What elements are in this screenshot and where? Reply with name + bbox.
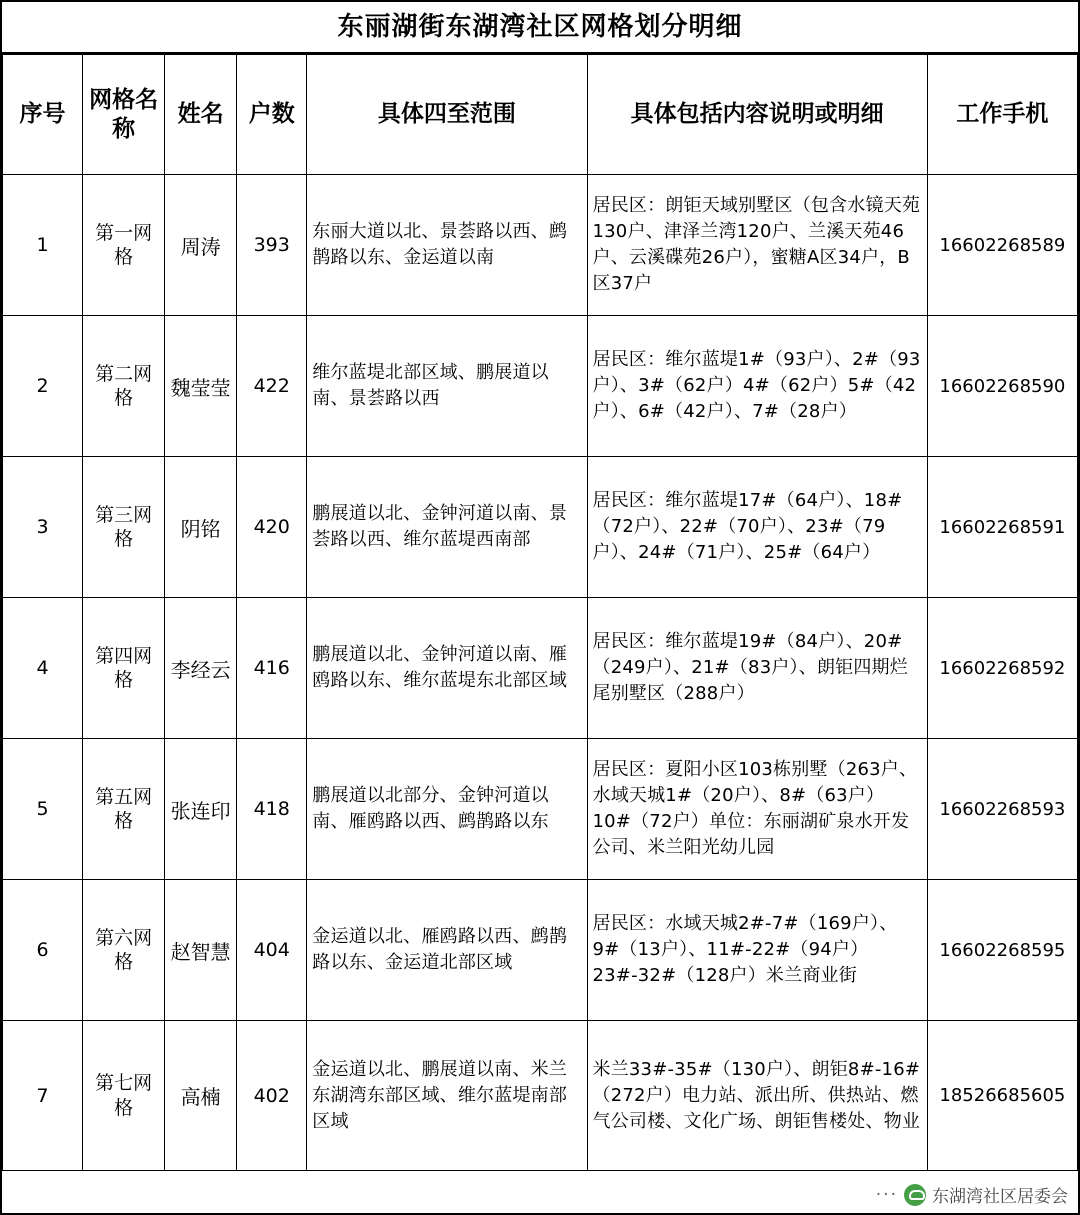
cell-households: 404 — [237, 880, 307, 1021]
cell-households: 420 — [237, 457, 307, 598]
column-header-detail: 具体包括内容说明或明细 — [587, 55, 927, 175]
cell-detail: 米兰33#-35#（130户）、朗钜8#-16#（272户）电力站、派出所、供热站、燃气公司楼、文化广场、朗钜售楼处、物业 — [587, 1021, 927, 1171]
cell-detail: 居民区：维尔蓝堤1#（93户）、2#（93户）、3#（62户）4#（62户）5#（42户）、6#（42户）、7#（28户） — [587, 316, 927, 457]
table-row — [3, 739, 1078, 880]
cell-person: 张连印 — [165, 739, 237, 880]
table-row — [3, 598, 1078, 739]
cell-phone: 16602268589 — [927, 175, 1077, 316]
cell-households: 418 — [237, 739, 307, 880]
cell-range: 维尔蓝堤北部区域、鹏展道以南、景荟路以西 — [307, 316, 587, 457]
grid-division-table — [2, 54, 1078, 1171]
cell-phone: 16602268592 — [927, 598, 1077, 739]
page-title: 东丽湖街东湖湾社区网格划分明细 — [2, 2, 1078, 54]
cell-households: 422 — [237, 316, 307, 457]
cell-phone: 18526685605 — [927, 1021, 1077, 1171]
cell-person: 阴铭 — [165, 457, 237, 598]
cell-phone: 16602268595 — [927, 880, 1077, 1021]
cell-range: 鹏展道以北、金钟河道以南、雁鸥路以东、维尔蓝堤东北部区域 — [307, 598, 587, 739]
cell-detail: 居民区：水域天城2#-7#（169户）、9#（13户）、11#-22#（94户）23#-32#（128户）米兰商业街 — [587, 880, 927, 1021]
cell-detail: 居民区：朗钜天域别墅区（包含水镜天苑130户、津泽兰湾120户、兰溪天苑46户、云溪碟苑26户），蜜糖A区34户，B区37户 — [587, 175, 927, 316]
column-header-phone: 工作手机 — [927, 55, 1077, 175]
cell-index: 4 — [3, 598, 83, 739]
cell-detail: 居民区：维尔蓝堤19#（84户）、20#（249户）、21#（83户）、朗钜四期烂尾别墅区（288户） — [587, 598, 927, 739]
cell-households: 416 — [237, 598, 307, 739]
column-header-index: 序号 — [3, 55, 83, 175]
cell-grid-name: 第五网格 — [83, 739, 165, 880]
cell-index: 1 — [3, 175, 83, 316]
column-header-person: 姓名 — [165, 55, 237, 175]
cell-index: 3 — [3, 457, 83, 598]
table-row — [3, 1021, 1078, 1171]
table-row — [3, 457, 1078, 598]
cell-detail: 居民区：夏阳小区103栋别墅（263户、水域天城1#（20户）、8#（63户）10#（72户）单位：东丽湖矿泉水开发公司、米兰阳光幼儿园 — [587, 739, 927, 880]
cell-grid-name: 第七网格 — [83, 1021, 165, 1171]
cell-index: 2 — [3, 316, 83, 457]
cell-index: 7 — [3, 1021, 83, 1171]
cell-person: 赵智慧 — [165, 880, 237, 1021]
cell-grid-name: 第四网格 — [83, 598, 165, 739]
cell-phone: 16602268591 — [927, 457, 1077, 598]
column-header-households: 户数 — [237, 55, 307, 175]
cell-index: 6 — [3, 880, 83, 1021]
cell-grid-name: 第二网格 — [83, 316, 165, 457]
cell-households: 402 — [237, 1021, 307, 1171]
cell-detail: 居民区：维尔蓝堤17#（64户）、18#（72户）、22#（70户）、23#（79户）、24#（71户）、25#（64户） — [587, 457, 927, 598]
cell-phone: 16602268590 — [927, 316, 1077, 457]
table-row — [3, 316, 1078, 457]
cell-person: 李经云 — [165, 598, 237, 739]
cell-phone: 16602268593 — [927, 739, 1077, 880]
cell-grid-name: 第三网格 — [83, 457, 165, 598]
watermark-label: 东湖湾社区居委会 — [932, 1187, 1068, 1207]
column-header-range: 具体四至范围 — [307, 55, 587, 175]
cell-person: 周涛 — [165, 175, 237, 316]
community-logo-icon — [904, 1184, 926, 1206]
cell-grid-name: 第六网格 — [83, 880, 165, 1021]
cell-range: 东丽大道以北、景荟路以西、鹧鹊路以东、金运道以南 — [307, 175, 587, 316]
cell-person: 高楠 — [165, 1021, 237, 1171]
cell-range: 金运道以北、鹏展道以南、米兰东湖湾东部区域、维尔蓝堤南部区域 — [307, 1021, 587, 1171]
table-row — [3, 880, 1078, 1021]
cell-range: 鹏展道以北部分、金钟河道以南、雁鸥路以西、鹧鹊路以东 — [307, 739, 587, 880]
cell-households: 393 — [237, 175, 307, 316]
cell-range: 鹏展道以北、金钟河道以南、景荟路以西、维尔蓝堤西南部 — [307, 457, 587, 598]
table-row — [3, 175, 1078, 316]
cell-index: 5 — [3, 739, 83, 880]
cell-person: 魏莹莹 — [165, 316, 237, 457]
table-header-row — [3, 55, 1078, 175]
column-header-grid-name: 网格名称 — [83, 55, 165, 175]
cell-range: 金运道以北、雁鸥路以西、鹧鹊路以东、金运道北部区域 — [307, 880, 587, 1021]
watermark — [876, 1182, 1068, 1207]
watermark-dots: ··· — [875, 1184, 898, 1205]
cell-grid-name: 第一网格 — [83, 175, 165, 316]
